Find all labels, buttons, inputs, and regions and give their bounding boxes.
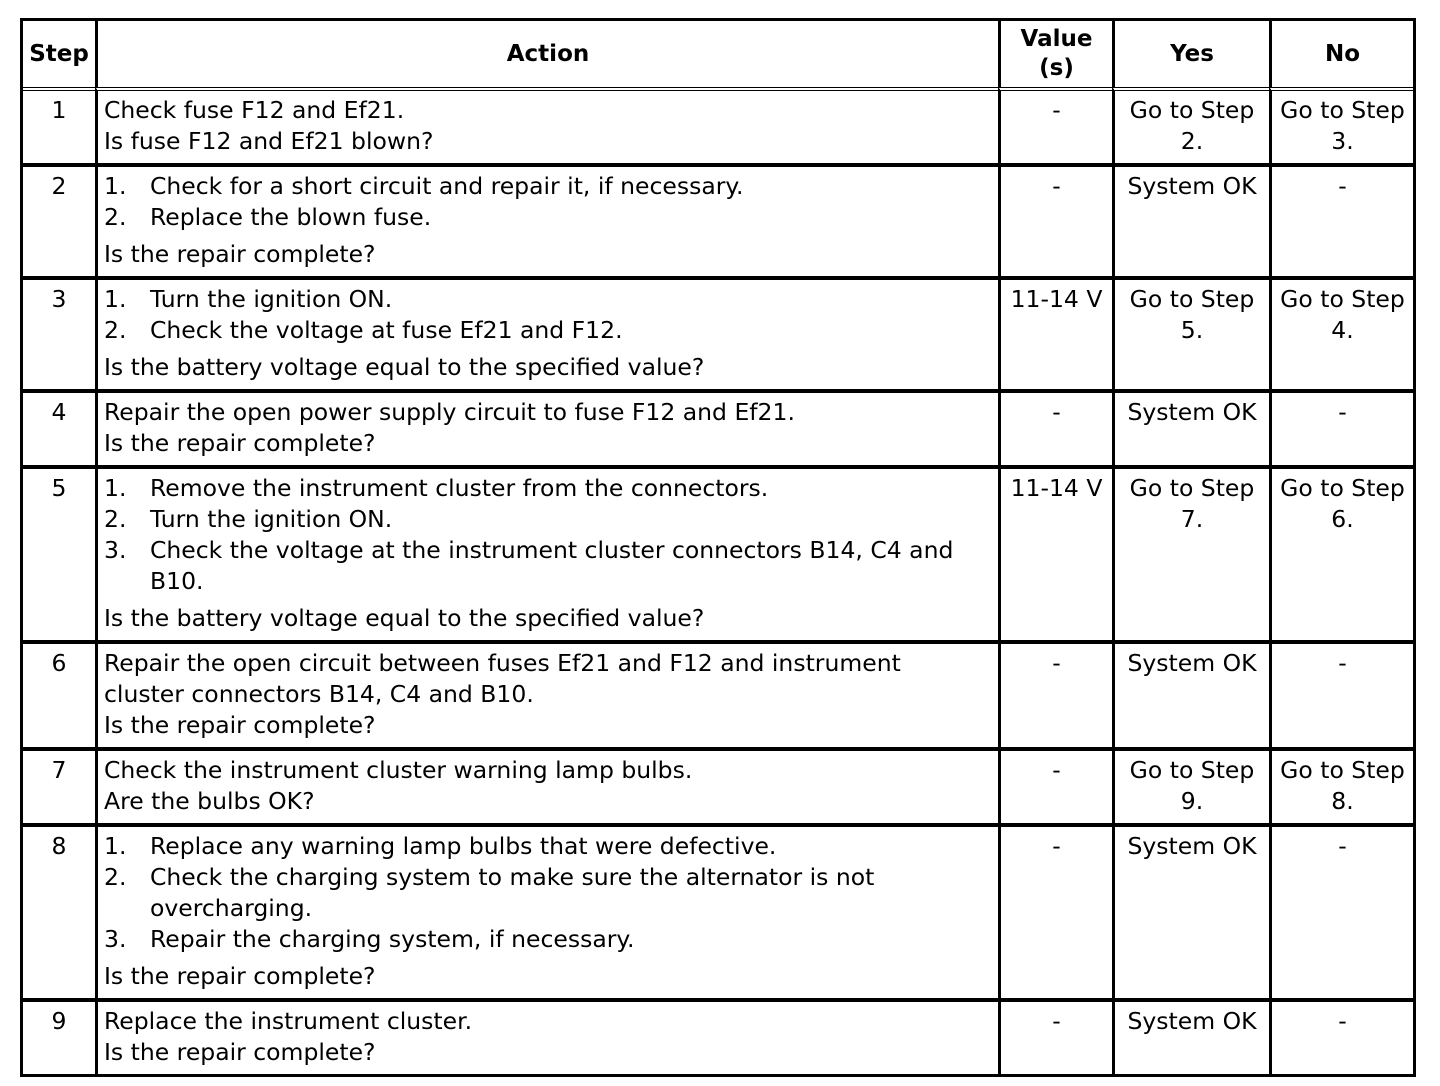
no-cell: Go to Step 8.	[1269, 747, 1413, 823]
procedure-item-number: 3.	[104, 925, 127, 953]
action-cell	[95, 276, 998, 389]
action-line: Repair the open power supply circuit to fuse F12 and Ef21.	[104, 398, 795, 426]
no-cell: -	[1269, 998, 1413, 1074]
procedure-item	[104, 504, 992, 535]
step-number: 6	[23, 640, 95, 747]
step-number: 3	[23, 276, 95, 389]
value-cell: 11-14 V	[998, 276, 1112, 389]
action-cell	[95, 823, 998, 998]
diagnostic-table	[20, 18, 1416, 1077]
procedure-item-number: 1.	[104, 285, 127, 313]
procedure-item-number: 2.	[104, 505, 127, 533]
value-cell: -	[998, 87, 1112, 163]
yes-cell: System OK	[1112, 998, 1269, 1074]
procedure-item	[104, 535, 992, 597]
step-number: 2	[23, 163, 95, 276]
no-cell: -	[1269, 640, 1413, 747]
action-question: Is the repair complete?	[104, 240, 376, 268]
procedure-item-number: 1.	[104, 832, 127, 860]
procedure-item-text: Check the charging system to make sure the alternator is not overcharging.	[150, 863, 875, 922]
step-number: 9	[23, 998, 95, 1074]
procedure-list	[104, 473, 992, 597]
yes-cell: System OK	[1112, 389, 1269, 465]
action-question: Is the repair complete?	[104, 962, 376, 990]
procedure-item	[104, 473, 992, 504]
action-cell	[95, 87, 998, 163]
value-cell: -	[998, 823, 1112, 998]
procedure-item-number: 3.	[104, 536, 127, 564]
action-line: Is the repair complete?	[104, 1038, 376, 1066]
procedure-item-text: Check for a short circuit and repair it, if necessary.	[150, 172, 744, 200]
header-no: No	[1269, 21, 1413, 87]
procedure-item-text: Check the voltage at the instrument cluster connectors B14, C4 and B10.	[150, 536, 954, 595]
action-line: Repair the open circuit between fuses Ef21 and F12 and instrument	[104, 649, 901, 677]
action-line: Are the bulbs OK?	[104, 787, 315, 815]
table-row	[23, 465, 1413, 640]
table-row	[23, 640, 1413, 747]
action-line: Is the repair complete?	[104, 711, 376, 739]
value-cell: -	[998, 389, 1112, 465]
header-value: Value (s)	[998, 21, 1112, 87]
procedure-item-text: Replace any warning lamp bulbs that were defective.	[150, 832, 777, 860]
action-cell	[95, 389, 998, 465]
procedure-item-text: Repair the charging system, if necessary.	[150, 925, 635, 953]
no-cell: -	[1269, 823, 1413, 998]
value-cell: -	[998, 998, 1112, 1074]
table-row	[23, 87, 1413, 163]
table-row	[23, 389, 1413, 465]
header-action: Action	[95, 21, 998, 87]
procedure-item-number: 1.	[104, 474, 127, 502]
procedure-item	[104, 171, 992, 202]
value-cell: -	[998, 640, 1112, 747]
procedure-item-text: Replace the blown fuse.	[150, 203, 432, 231]
action-line: Check the instrument cluster warning lamp bulbs.	[104, 756, 693, 784]
value-cell: 11-14 V	[998, 465, 1112, 640]
procedure-item	[104, 831, 992, 862]
procedure-item-text: Check the voltage at fuse Ef21 and F12.	[150, 316, 623, 344]
procedure-item	[104, 284, 992, 315]
step-number: 7	[23, 747, 95, 823]
procedure-item-number: 1.	[104, 172, 127, 200]
yes-cell: Go to Step 9.	[1112, 747, 1269, 823]
step-number: 4	[23, 389, 95, 465]
yes-cell: System OK	[1112, 640, 1269, 747]
action-cell	[95, 998, 998, 1074]
table-row	[23, 163, 1413, 276]
procedure-list	[104, 171, 992, 233]
no-cell: Go to Step 6.	[1269, 465, 1413, 640]
yes-cell: Go to Step 2.	[1112, 87, 1269, 163]
procedure-item-number: 2.	[104, 203, 127, 231]
table-body	[23, 87, 1413, 1074]
action-question: Is the battery voltage equal to the specified value?	[104, 604, 705, 632]
action-line: cluster connectors B14, C4 and B10.	[104, 680, 534, 708]
procedure-item-text: Remove the instrument cluster from the connectors.	[150, 474, 769, 502]
step-number: 8	[23, 823, 95, 998]
yes-cell: Go to Step 5.	[1112, 276, 1269, 389]
header-step: Step	[29, 40, 89, 67]
step-number: 5	[23, 465, 95, 640]
no-cell: -	[1269, 163, 1413, 276]
value-cell: -	[998, 747, 1112, 823]
procedure-item	[104, 924, 992, 955]
table-row	[23, 276, 1413, 389]
procedure-item	[104, 862, 992, 924]
value-cell: -	[998, 163, 1112, 276]
no-cell: Go to Step 3.	[1269, 87, 1413, 163]
procedure-item-number: 2.	[104, 863, 127, 891]
action-line: Check fuse F12 and Ef21.	[104, 96, 405, 124]
step-number: 1	[23, 87, 95, 163]
yes-cell: Go to Step 7.	[1112, 465, 1269, 640]
action-line: Is fuse F12 and Ef21 blown?	[104, 127, 434, 155]
procedure-item-text: Turn the ignition ON.	[150, 285, 393, 313]
procedure-item-text: Turn the ignition ON.	[150, 505, 393, 533]
table-row	[23, 747, 1413, 823]
action-cell	[95, 465, 998, 640]
procedure-list	[104, 284, 992, 346]
procedure-item	[104, 202, 992, 233]
yes-cell: System OK	[1112, 163, 1269, 276]
no-cell: -	[1269, 389, 1413, 465]
procedure-item-number: 2.	[104, 316, 127, 344]
yes-cell: System OK	[1112, 823, 1269, 998]
action-question: Is the battery voltage equal to the specified value?	[104, 353, 705, 381]
action-cell	[95, 747, 998, 823]
table-row	[23, 823, 1413, 998]
action-line: Is the repair complete?	[104, 429, 376, 457]
header-yes: Yes	[1112, 21, 1269, 87]
header-row	[23, 21, 1413, 87]
procedure-item	[104, 315, 992, 346]
action-line: Replace the instrument cluster.	[104, 1007, 473, 1035]
table-row	[23, 998, 1413, 1074]
no-cell: Go to Step 4.	[1269, 276, 1413, 389]
procedure-list	[104, 831, 992, 955]
action-cell	[95, 163, 998, 276]
action-cell	[95, 640, 998, 747]
